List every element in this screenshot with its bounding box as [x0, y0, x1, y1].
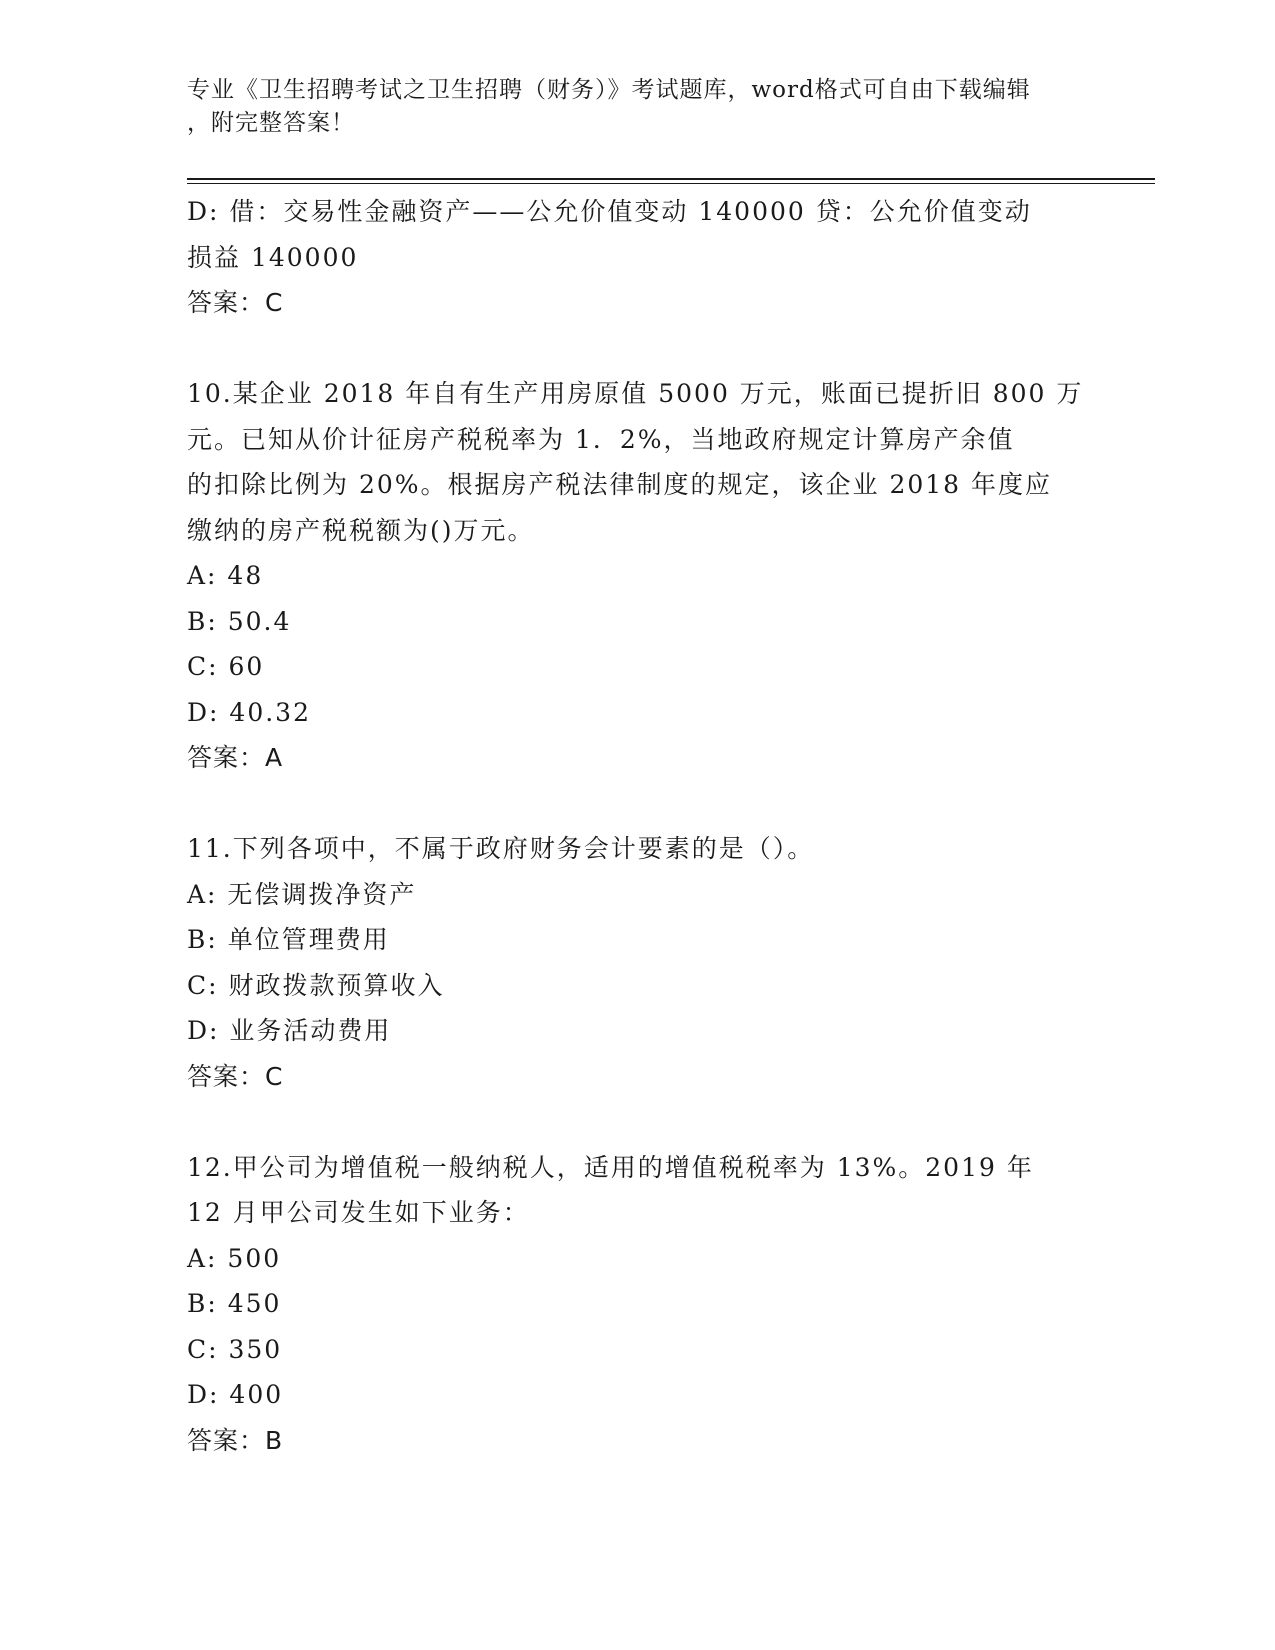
spacer — [187, 781, 1087, 827]
option-c: C: 350 — [187, 1334, 283, 1364]
answer-label: 答案：A — [187, 743, 284, 772]
question-stem-line: 12.甲公司为增值税一般纳税人，适用的增值税税率为 13%。2019 年 — [187, 1152, 1034, 1182]
document-header — [187, 74, 1087, 140]
question-stem-line: 11.下列各项中，不属于政府财务会计要素的是（）。 — [187, 834, 815, 863]
option-b: B: 单位管理费用 — [187, 925, 390, 954]
spacer — [187, 1099, 1087, 1145]
answer-label: 答案：C — [187, 1061, 284, 1091]
answer-label: 答案：B — [187, 1425, 284, 1455]
question-stem-line: 的扣除比例为 20%。根据房产税法律制度的规定，该企业 2018 年度应 — [187, 470, 1053, 499]
header-divider-thin — [187, 183, 1155, 184]
option-d: D: 业务活动费用 — [187, 1016, 392, 1045]
option-d: D: 40.32 — [187, 697, 311, 727]
option-b: B: 450 — [187, 1289, 282, 1318]
question-stem-line: 元。已知从价计征房产税税率为 1．2%，当地政府规定计算房产余值 — [187, 424, 1015, 454]
question-stem-line: 10.某企业 2018 年自有生产用房原值 5000 万元，账面已提折旧 800 万 — [187, 379, 1084, 408]
header-line-2: ，附完整答案！ — [187, 110, 355, 136]
header-line-1: 专业《卫生招聘考试之卫生招聘（财务）》考试题库，word格式可自由下载编辑 — [187, 77, 1031, 103]
question-list — [187, 189, 1087, 1463]
option-d-line-2: 损益 140000 — [187, 242, 359, 272]
question-11 — [187, 826, 1087, 1099]
spacer — [187, 326, 1087, 372]
option-a: A: 500 — [187, 1243, 282, 1273]
question-stem-line: 缴纳的房产税税额为()万元。 — [187, 515, 535, 545]
option-a: A: 48 — [187, 561, 264, 590]
option-d-line-1: D: 借：交易性金融资产——公允价值变动 140000 贷：公允价值变动 — [187, 197, 1032, 226]
question-10 — [187, 371, 1087, 781]
header-divider-thick — [187, 178, 1155, 180]
answer-label: 答案：C — [187, 288, 284, 317]
option-c: C: 60 — [187, 652, 265, 681]
option-a: A: 无偿调拨净资产 — [187, 879, 417, 909]
question-stem-line: 12 月甲公司发生如下业务： — [187, 1198, 530, 1227]
option-d: D: 400 — [187, 1380, 284, 1409]
question-9-tail — [187, 189, 1087, 326]
option-c: C: 财政拨款预算收入 — [187, 970, 445, 1000]
option-b: B: 50.4 — [187, 606, 292, 636]
question-12 — [187, 1145, 1087, 1464]
